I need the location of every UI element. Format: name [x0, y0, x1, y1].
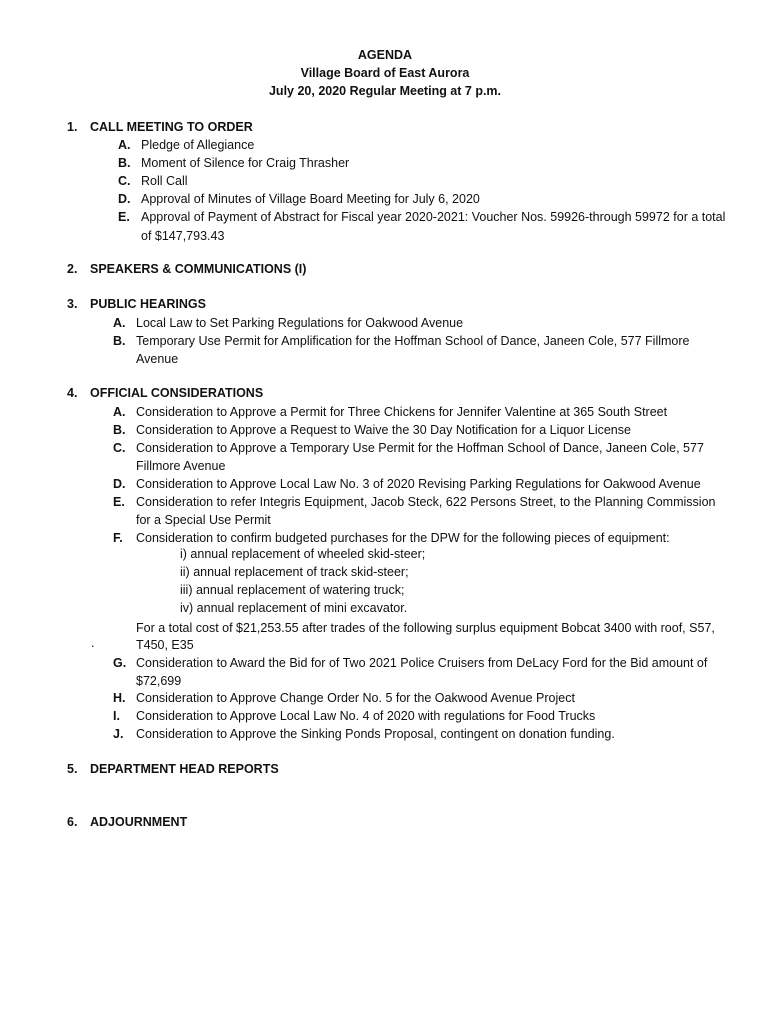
item-text: Local Law to Set Parking Regulations for Oakwood Avenue	[136, 316, 464, 330]
item-text: Consideration to Approve a Temporary Use Permit for the Hoffman School of Dance, Janeen Cole, 577	[136, 441, 704, 455]
item-letter: F.	[113, 531, 123, 545]
item-text: Consideration to Approve the Sinking Ponds Proposal, contingent on donation funding.	[136, 727, 615, 741]
item-letter: B.	[113, 334, 126, 348]
item-letter: A.	[113, 316, 126, 330]
item-text: Pledge of Allegiance	[141, 138, 255, 152]
item-letter: E.	[113, 495, 125, 509]
sub-item: iii) annual replacement of watering truck;	[180, 583, 405, 597]
item-letter: E.	[118, 210, 130, 224]
section-title: ADJOURNMENT	[90, 815, 188, 829]
item-text-continued: T450, E35	[136, 638, 194, 652]
item-letter: B.	[113, 423, 126, 437]
item-text: Approval of Minutes of Village Board Meeting for July 6, 2020	[141, 192, 480, 206]
item-text: Consideration to Approve Change Order No. 5 for the Oakwood Avenue Project	[136, 691, 575, 705]
item-text-continued: of $147,793.43	[141, 229, 225, 243]
item-text-continued: Fillmore Avenue	[136, 459, 226, 473]
item-letter: C.	[113, 441, 126, 455]
item-text-continued: $72,699	[136, 674, 182, 688]
item-letter: G.	[113, 656, 127, 670]
item-letter: A.	[113, 405, 126, 419]
item-text: Consideration to Approve a Permit for Three Chickens for Jennifer Valentine at 365 South Street	[136, 405, 668, 419]
meeting-date: July 20, 2020 Regular Meeting at 7 p.m.	[268, 84, 502, 98]
section-title: CALL MEETING TO ORDER	[90, 120, 253, 134]
sub-item: i) annual replacement of wheeled skid-steer;	[180, 547, 426, 561]
agenda-heading: AGENDA	[357, 48, 413, 62]
section-title: OFFICIAL CONSIDERATIONS	[90, 386, 264, 400]
item-letter: D.	[118, 192, 131, 206]
section-title: SPEAKERS & COMMUNICATIONS (I)	[90, 262, 307, 276]
item-letter: D.	[113, 477, 126, 491]
item-text: Consideration to Award the Bid for of Two 2021 Police Cruisers from DeLacy Ford for the Bid amount of	[136, 656, 708, 670]
section-number: 3.	[67, 297, 78, 311]
item-text-continued: Avenue	[136, 352, 179, 366]
item-letter: A.	[118, 138, 131, 152]
item-letter: J.	[113, 727, 124, 741]
item-text: Consideration to Approve Local Law No. 4 of 2020 with regulations for Food Trucks	[136, 709, 596, 723]
item-text: Consideration to refer Integris Equipment, Jacob Steck, 622 Persons Street, to the Planning Commission	[136, 495, 716, 509]
section-number: 5.	[67, 762, 78, 776]
item-letter: I.	[113, 709, 120, 723]
item-text: Temporary Use Permit for Amplification for the Hoffman School of Dance, Janeen Cole, 577 Fillmore	[136, 334, 690, 348]
item-letter: C.	[118, 174, 131, 188]
section-number: 2.	[67, 262, 78, 276]
section-number: 1.	[67, 120, 78, 134]
item-text: Moment of Silence for Craig Thrasher	[141, 156, 350, 170]
item-text: Roll Call	[141, 174, 188, 188]
section-number: 4.	[67, 386, 78, 400]
section-number: 6.	[67, 815, 78, 829]
section-title: PUBLIC HEARINGS	[90, 297, 206, 311]
item-letter: B.	[118, 156, 131, 170]
board-name: Village Board of East Aurora	[300, 66, 470, 80]
item-text-continued: For a total cost of $21,253.55 after trades of the following surplus equipment Bobcat 3400 with roof, S57,	[136, 621, 715, 635]
item-letter: H.	[113, 691, 126, 705]
item-text: Consideration to Approve Local Law No. 3 of 2020 Revising Parking Regulations for Oakwood Avenue	[136, 477, 701, 491]
item-text: Approval of Payment of Abstract for Fiscal year 2020-2021: Voucher Nos. 59926-through 59972 for a total	[141, 210, 726, 224]
item-text: Consideration to Approve a Request to Waive the 30 Day Notification for a Liquor License	[136, 423, 631, 437]
item-text-continued: for a Special Use Permit	[136, 513, 271, 527]
stray-marker: .	[91, 636, 95, 650]
item-text: Consideration to confirm budgeted purchases for the DPW for the following pieces of equipment:	[136, 531, 670, 545]
section-title: DEPARTMENT HEAD REPORTS	[90, 762, 279, 776]
sub-item: iv) annual replacement of mini excavator.	[180, 601, 408, 615]
sub-item: ii) annual replacement of track skid-steer;	[180, 565, 409, 579]
